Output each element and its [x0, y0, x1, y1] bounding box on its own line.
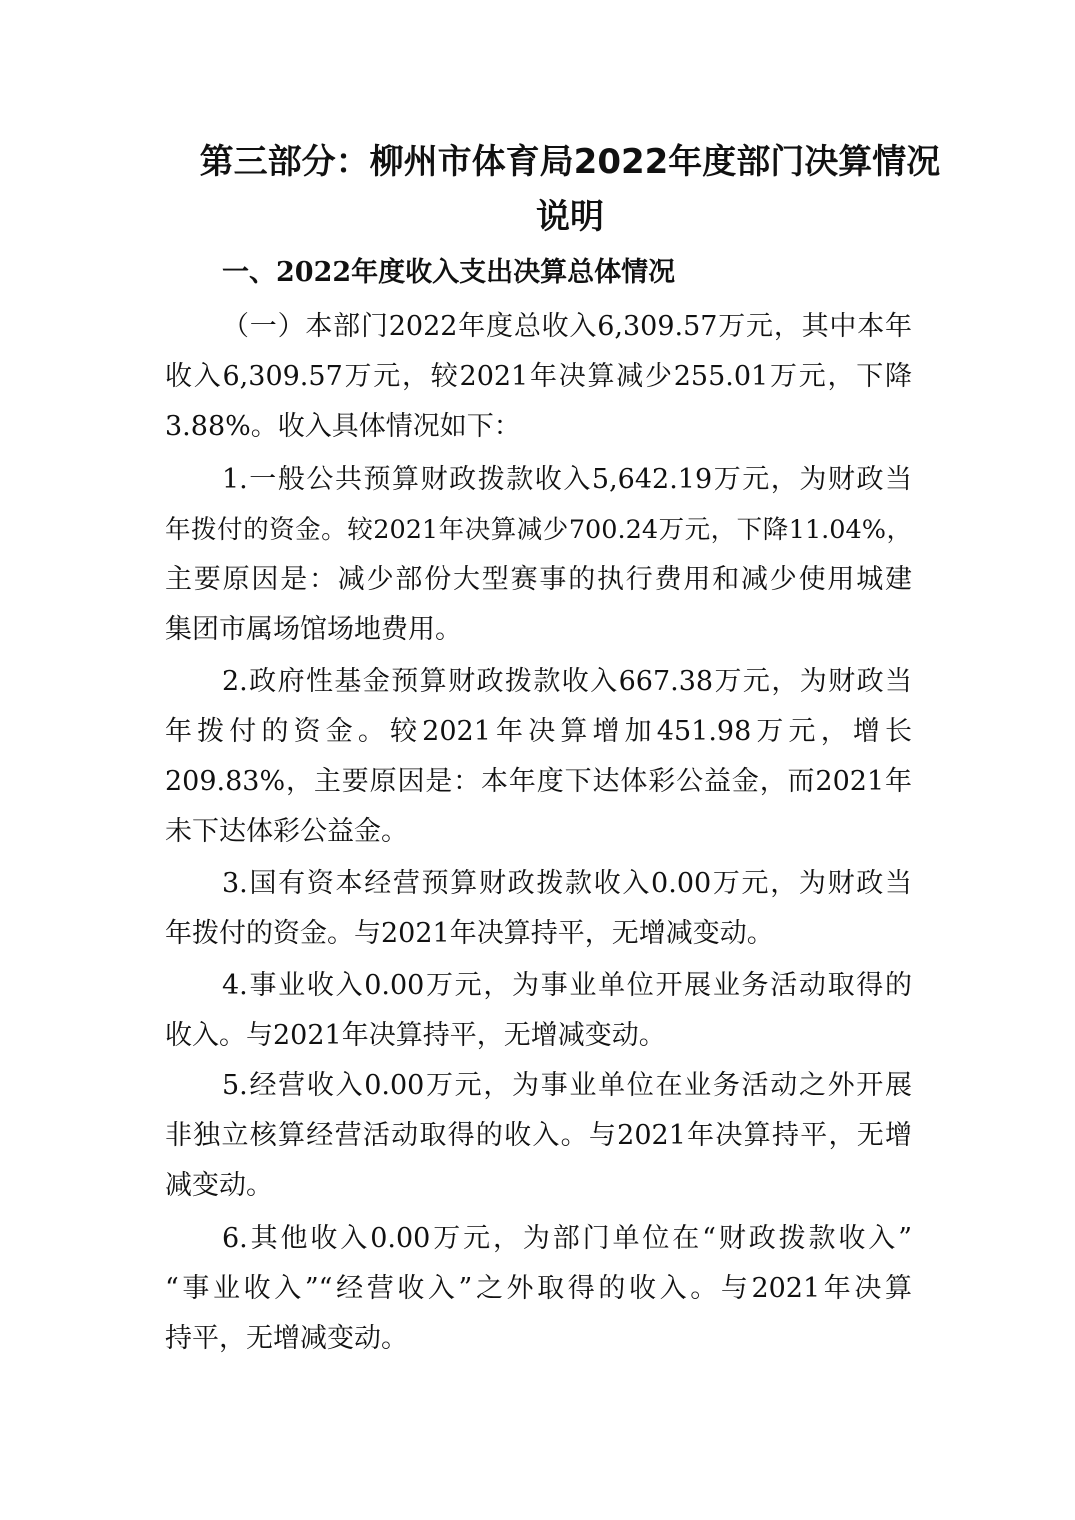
paragraph-line: 未下达体彩公益金。 — [165, 816, 408, 847]
paragraph-line: 年拨付的资金。与2021年决算持平，无增减变动。 — [165, 918, 774, 949]
section-heading: 一、2022年度收入支出决算总体情况 — [222, 257, 676, 288]
paragraph-line: 收入6,309.57万元，较2021年决算减少255.01万元，下降 — [165, 361, 912, 392]
document-title-continuation: 说明 — [536, 197, 604, 237]
paragraph-line: 年拨付的资金。较2021年决算减少700.24万元，下降11.04%， — [165, 515, 912, 545]
paragraph-line: 3.国有资本经营预算财政拨款收入0.00万元，为财政当 — [222, 868, 912, 899]
document-title: 第三部分：柳州市体育局2022年度部门决算情况 — [199, 142, 941, 182]
paragraph-line: 5.经营收入0.00万元，为事业单位在业务活动之外开展 — [222, 1070, 912, 1101]
paragraph-line: 主要原因是：减少部份大型赛事的执行费用和减少使用城建 — [165, 564, 912, 595]
paragraph-line: 减变动。 — [165, 1170, 273, 1201]
paragraph-line: 非独立核算经营活动取得的收入。与2021年决算持平，无增 — [165, 1120, 912, 1151]
paragraph-line: 209.83%，主要原因是：本年度下达体彩公益金，而2021年 — [165, 766, 912, 797]
paragraph-line: 3.88%。收入具体情况如下： — [165, 411, 521, 442]
paragraph-line: “事业收入”“经营收入”之外取得的收入。与2021年决算 — [165, 1273, 912, 1304]
paragraph-line: 6.其他收入0.00万元，为部门单位在“财政拨款收入” — [222, 1223, 912, 1254]
paragraph-line: 1.一般公共预算财政拨款收入5,642.19万元，为财政当 — [222, 464, 912, 495]
paragraph-line: 2.政府性基金预算财政拨款收入667.38万元，为财政当 — [222, 666, 912, 697]
paragraph-line: 年拨付的资金。较2021年决算增加451.98万元，增长 — [165, 716, 912, 747]
paragraph-line: 持平，无增减变动。 — [165, 1323, 408, 1354]
paragraph-line: （一）本部门2022年度总收入6,309.57万元，其中本年 — [222, 311, 912, 342]
paragraph-line: 集团市属场馆场地费用。 — [165, 614, 462, 645]
paragraph-line: 4.事业收入0.00万元，为事业单位开展业务活动取得的 — [222, 970, 912, 1001]
paragraph-line: 收入。与2021年决算持平，无增减变动。 — [165, 1020, 666, 1051]
